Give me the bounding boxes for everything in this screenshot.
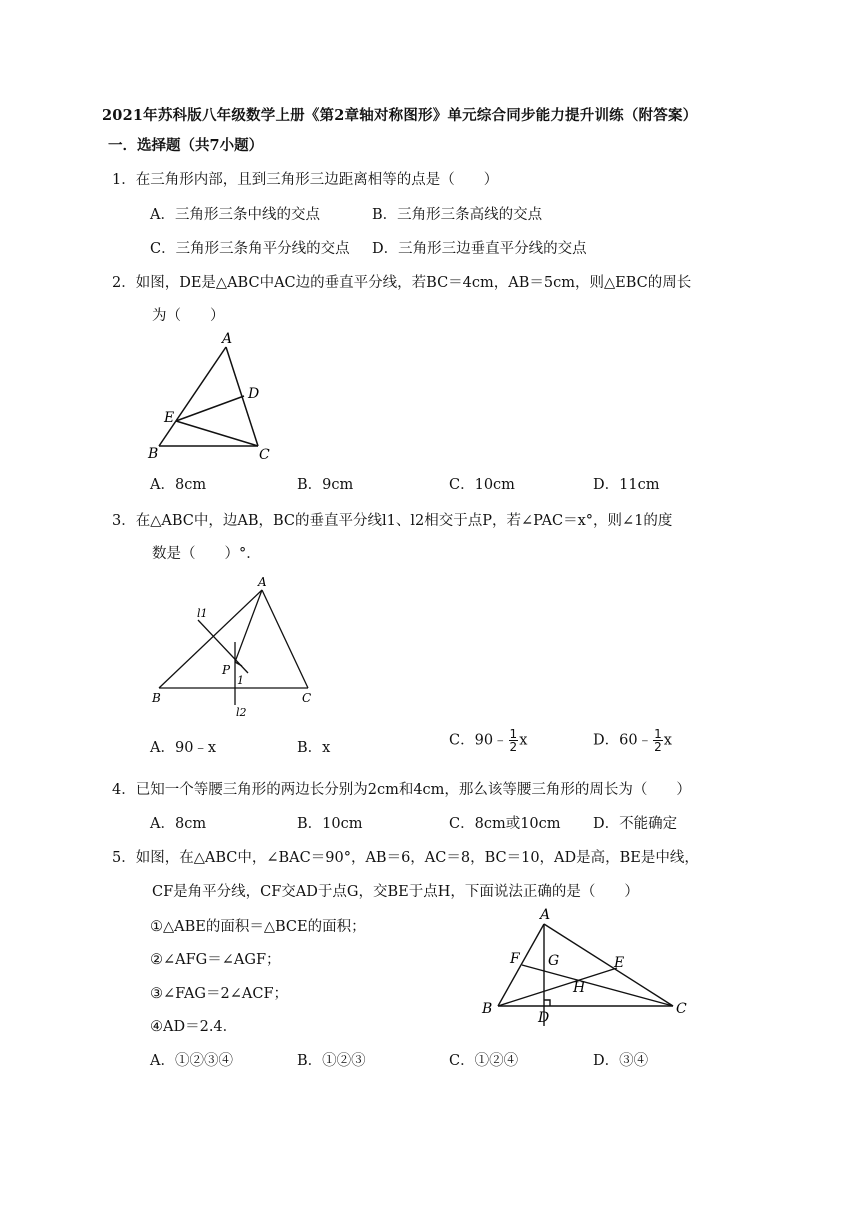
q2-label-b: B xyxy=(148,446,159,462)
q5-label-a: A xyxy=(540,907,551,923)
q3-option-c-numerator: 1 xyxy=(509,727,518,741)
q2-option-c[interactable]: C．10cm xyxy=(449,477,515,493)
q5-label-e: E xyxy=(614,955,625,971)
q5-statement-1: ①△ABE的面积＝△BCE的面积； xyxy=(150,919,366,935)
q2-option-d[interactable]: D．11cm xyxy=(593,477,660,493)
q3-label-p: P xyxy=(222,663,231,677)
q2-stem-line2: 为（ ） xyxy=(152,308,225,324)
q2-label-d: D xyxy=(248,386,260,402)
q5-label-g: G xyxy=(548,953,560,969)
q3-figure xyxy=(140,570,330,720)
q5-label-f: F xyxy=(510,951,520,967)
q5-statement-3: ③∠FAG＝2∠ACF； xyxy=(150,986,289,1002)
q3-option-c-prefix: C．90﹣ xyxy=(449,732,508,749)
q3-stem-line1: 3．在△ABC中，边AB，BC的垂直平分线l1、l2相交于点P，若∠PAC＝x°，则∠1的度 xyxy=(112,513,673,529)
q5-stem-line2: CF是角平分线，CF交AD于点G，交BE于点H，下面说法正确的是（ ） xyxy=(152,884,639,900)
q4-stem: 4．已知一个等腰三角形的两边长分别为2cm和4cm，那么该等腰三角形的周长为（ ） xyxy=(112,782,691,798)
q5-label-c: C xyxy=(676,1001,687,1017)
q3-option-c[interactable] xyxy=(449,728,527,753)
q3-label-c: C xyxy=(302,691,312,705)
q4-option-b[interactable]: B．10cm xyxy=(297,816,363,832)
q5-label-b: B xyxy=(482,1001,493,1017)
q5-option-d[interactable]: D．③④ xyxy=(593,1053,649,1069)
q4-option-d[interactable]: D．不能确定 xyxy=(593,816,678,832)
q3-label-one: 1 xyxy=(237,674,244,687)
q3-option-d[interactable] xyxy=(593,728,672,753)
q1-option-c[interactable]: C．三角形三条角平分线的交点 xyxy=(150,241,350,257)
q1-option-a[interactable]: A．三角形三条中线的交点 xyxy=(150,207,320,223)
section-heading: 一．选择题（共7小题） xyxy=(108,137,264,154)
q3-option-a[interactable]: A．90﹣x xyxy=(150,740,217,756)
q5-option-b[interactable]: B．①②③ xyxy=(297,1053,366,1069)
q2-label-e: E xyxy=(164,410,175,426)
q1-option-d[interactable]: D．三角形三边垂直平分线的交点 xyxy=(372,241,587,257)
q5-stem-line1: 5．如图，在△ABC中，∠BAC＝90°，AB＝6，AC＝8，BC＝10，AD是高，BE是中线， xyxy=(112,850,699,866)
q5-statement-2: ②∠AFG＝∠AGF； xyxy=(150,952,281,968)
q2-label-c: C xyxy=(259,447,270,463)
q5-label-h: H xyxy=(573,980,586,996)
q3-option-d-denominator: 2 xyxy=(654,740,662,754)
q3-option-c-denominator: 2 xyxy=(509,740,518,754)
q3-label-l1: l1 xyxy=(197,607,208,620)
q3-option-d-suffix: x xyxy=(663,732,672,749)
q3-label-a: A xyxy=(258,575,267,589)
q5-figure xyxy=(476,904,696,1026)
q1-stem: 1．在三角形内部，且到三角形三边距离相等的点是（ ） xyxy=(112,172,499,188)
q1-option-b[interactable]: B．三角形三条高线的交点 xyxy=(372,207,543,223)
q2-stem-line1: 2．如图，DE是△ABC中AC边的垂直平分线，若BC＝4cm，AB＝5cm，则△EBC的周长 xyxy=(112,275,692,291)
q3-label-b: B xyxy=(152,691,161,705)
q3-option-d-fraction xyxy=(653,728,663,753)
q3-option-d-prefix: D．60﹣ xyxy=(593,732,653,749)
q4-option-a[interactable]: A．8cm xyxy=(150,816,207,832)
q5-label-d: D xyxy=(538,1010,550,1026)
q3-option-b[interactable]: B．x xyxy=(297,740,331,756)
q2-figure xyxy=(140,328,290,464)
q5-statement-4: ④AD＝2.4． xyxy=(150,1019,238,1035)
q5-option-c[interactable]: C．①②④ xyxy=(449,1053,519,1069)
q5-option-a[interactable]: A．①②③④ xyxy=(150,1053,233,1069)
q3-option-d-numerator: 1 xyxy=(654,727,662,741)
q2-option-b[interactable]: B．9cm xyxy=(297,477,354,493)
q4-option-c[interactable]: C．8cm或10cm xyxy=(449,816,561,832)
page-title: 2021年苏科版八年级数学上册《第2章轴对称图形》单元综合同步能力提升训练（附答案） xyxy=(102,107,698,124)
q3-stem-line2: 数是（ ）°． xyxy=(152,546,261,562)
q3-option-c-fraction xyxy=(509,728,519,753)
q3-label-l2: l2 xyxy=(236,706,247,719)
q2-option-a[interactable]: A．8cm xyxy=(150,477,207,493)
q2-label-a: A xyxy=(222,331,233,347)
q3-option-c-suffix: x xyxy=(519,732,528,749)
